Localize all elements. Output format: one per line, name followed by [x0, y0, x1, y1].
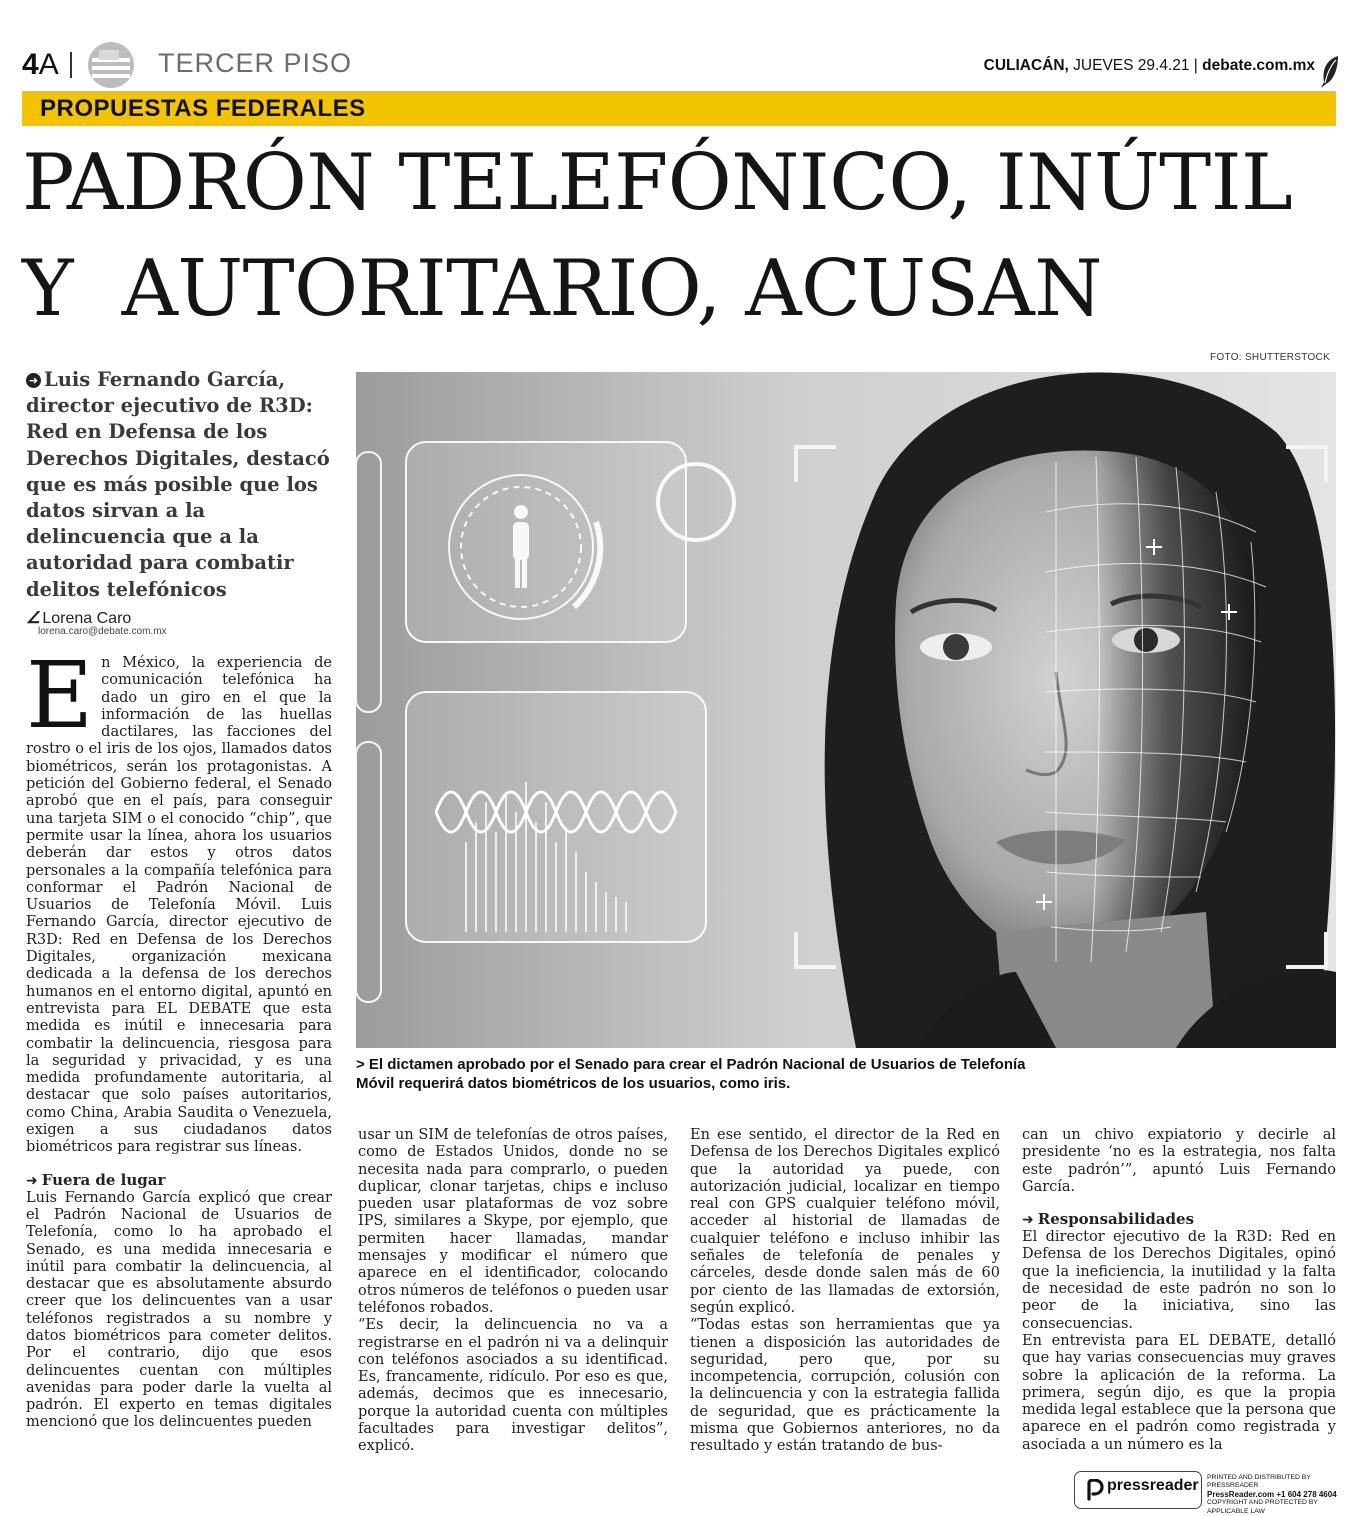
pressreader-brand: pressreader	[1107, 1477, 1199, 1494]
drop-cap: E	[26, 642, 94, 749]
pressreader-line-3: COPYRIGHT AND PROTECTED BY APPLICABLE LAW	[1207, 1499, 1318, 1515]
pressreader-icon	[1085, 1479, 1105, 1501]
body-column-3	[690, 1127, 1000, 1456]
feather-logo-icon	[1318, 54, 1340, 90]
author-name: Lorena Caro	[42, 610, 132, 627]
page-number: 4A	[22, 48, 59, 81]
biometric-face-illustration	[356, 372, 1336, 1048]
dateline: CULIACÁN, JUEVES 29.4.21 | debate.com.mx	[983, 57, 1315, 74]
byline-email: lorena.caro@debate.com.mx	[38, 626, 167, 637]
section-title: TERCER PISO	[158, 48, 353, 78]
pressreader-info	[1207, 1474, 1357, 1516]
pressreader-line-1: PRINTED AND DISTRIBUTED BY PRESSREADER	[1207, 1474, 1311, 1490]
deck	[26, 367, 344, 603]
date: JUEVES 29.4.21	[1068, 57, 1190, 74]
headline-line-2: Y AUTORITARIO, ACUSAN	[22, 244, 1103, 334]
subhead-responsabilidades	[1022, 1210, 1336, 1229]
paragraph: En entrevista para EL DEBATE, detalló que hay varias consecuencias muy graves sobre la aplicación de la reforma. La primera, según dijo, es que la propia medida legal establece que la persona que aparece en el padrón como registrada y asociada a un número es la	[1022, 1332, 1336, 1453]
body-column-1	[26, 642, 332, 1432]
photo-credit: FOTO: SHUTTERSTOCK	[1210, 352, 1331, 363]
paragraph: En ese sentido, el director de la Red en Defensa de los Derechos Digitales explicó que la autoridad ya puede, con autorización judicial, localizar en tiempo real con GPS cualquier teléfono móvil, acceder al historial de llamadas de cualquier teléfono e incluso inhibir las señales de telefonía de penales y cárceles, desde donde salen más de 60 por ciento de las llamadas de extorsión, según explicó.	[690, 1127, 1000, 1316]
paragraph: “Todas estas son herramientas que ya tienen a disposición las autoridades de seguridad, pero que, por su incompetencia, corrupción, colusión con la delincuencia y con la estrategia fallida de seguridad, que es prácticamente la misma que Gobiernos anteriores, no da resultado y están tratando de bus-	[690, 1317, 1000, 1455]
city: CULIACÁN,	[983, 57, 1069, 74]
paragraph-text: n México, la experiencia de comunicación telefónica ha dado un giro en el que la información de las huellas dactilares, las facciones del rostro o el iris de los ojos, llamados datos biométricos, serán los protagonistas. A petición del Gobierno federal, el Senado aprobó que en el país, para conseguir una tarjeta SIM o el conocido “chip”, que permite usar la línea, ahora los usuarios deberán dar estos y otros datos personales a la compañía telefónica para conformar el Padrón Nacional de Usuarios de Telefonía Móvil. Luis Fernando García, director ejecutivo de R3D: Red en Defensa de los Derechos Digitales, organización mexicana dedicada a la defensa de los derechos humanos en el entorno digital, apuntó en entrevista para EL DEBATE que esta medida es inútil e innecesaria para combatir la delincuencia, riesgosa para la seguridad y privacidad, y es una medida profundamente autoritaria, al destacar que solo países autoritarios, como China, Arabia Saudita o Venezuela, exigen a sus ciudadanos datos biométricos para registrar sus líneas.	[26, 655, 332, 1156]
body-column-4	[1022, 1127, 1336, 1454]
pen-icon: ∠	[26, 610, 41, 627]
deck-text: Luis Fernando García, director ejecutivo de R3D: Red en Defensa de los Derechos Digitales, destacó que es más posible que los datos sirvan a la delincuencia que a la autoridad para combatir delitos telefónicos	[26, 368, 330, 601]
paragraph: usar un SIM de telefonías de otros países, como de Estados Unidos, donde no se necesita nada para comprarlo, o pueden duplicar, clonar tarjetas, chips e incluso pueden usar plataformas de voz sobre IPS, similares a Skype, por ejemplo, que permiten hacer llamadas, mandar mensajes y modificar el número que aparece en el identificador, colocando otros números de teléfonos o pueden usar teléfonos robados.	[358, 1127, 669, 1316]
paragraph	[26, 642, 332, 1157]
arrow-circle-icon: ➜	[26, 373, 41, 388]
header-divider	[70, 52, 72, 78]
paragraph: El director ejecutivo de la R3D: Red en Defensa de los Derechos Digitales, opinó que la ineficiencia, la inutilidad y la falta de necesidad de este padrón no son lo peor de la iniciativa, sino las consecuencias.	[1022, 1229, 1336, 1332]
paragraph: Luis Fernando García explicó que crear el Padrón Nacional de Usuarios de Telefonía, como lo ha aprobado el Senado, es una medida innecesaria e inútil para combatir la delincuencia, al destacar que es absolutamente absurdo creer que los delincuentes van a usar teléfonos registrados a su nombre y datos biométricos para cometer delitos. Por el contrario, dijo que esos delincuentes cuentan con múltiples avenidas para poder darle la vuelta al padrón. El experto en temas digitales mencionó que los delincuentes pueden	[26, 1189, 332, 1431]
subhead-text: Responsabilidades	[1037, 1210, 1195, 1229]
pressreader-line-2: PressReader.com +1 604 278 4604	[1207, 1489, 1337, 1499]
headline-line-1: PADRÓN TELEFÓNICO, INÚTIL	[22, 138, 1293, 228]
section-logo-icon	[86, 40, 136, 90]
byline-name	[26, 608, 131, 628]
paragraph: “Es decir, la delincuencia no va a registrarse en el padrón ni va a delinquir con teléfonos asociados a su identificad. Es, francamente, ridículo. Por eso es que, además, decimos que es innecesario, porque la autoridad cuenta con múltiples facultades para investigar delitos”, explicó.	[358, 1317, 668, 1455]
body-column-2	[358, 1127, 668, 1456]
arrow-right-icon: ➜	[26, 1172, 38, 1189]
headline	[22, 130, 1342, 342]
subhead-text: Fuera de lugar	[41, 1170, 166, 1189]
photo-caption: > El dictamen aprobado por el Senado para crear el Padrón Nacional de Usuarios de Telefonía Móvil requerirá datos biométricos de los usuarios, como iris.	[356, 1056, 1026, 1092]
main-photo	[356, 372, 1336, 1048]
site-link[interactable]: debate.com.mx	[1202, 57, 1315, 74]
arrow-right-icon: ➜	[1022, 1212, 1034, 1229]
subhead-fuera-de-lugar	[26, 1171, 332, 1190]
paragraph: can un chivo expiatorio y decirle al presidente ‘no es la estrategia, nos falta este padrón’”, apuntó Luis Fernando García.	[1022, 1127, 1336, 1195]
kicker: PROPUESTAS FEDERALES	[40, 95, 366, 122]
